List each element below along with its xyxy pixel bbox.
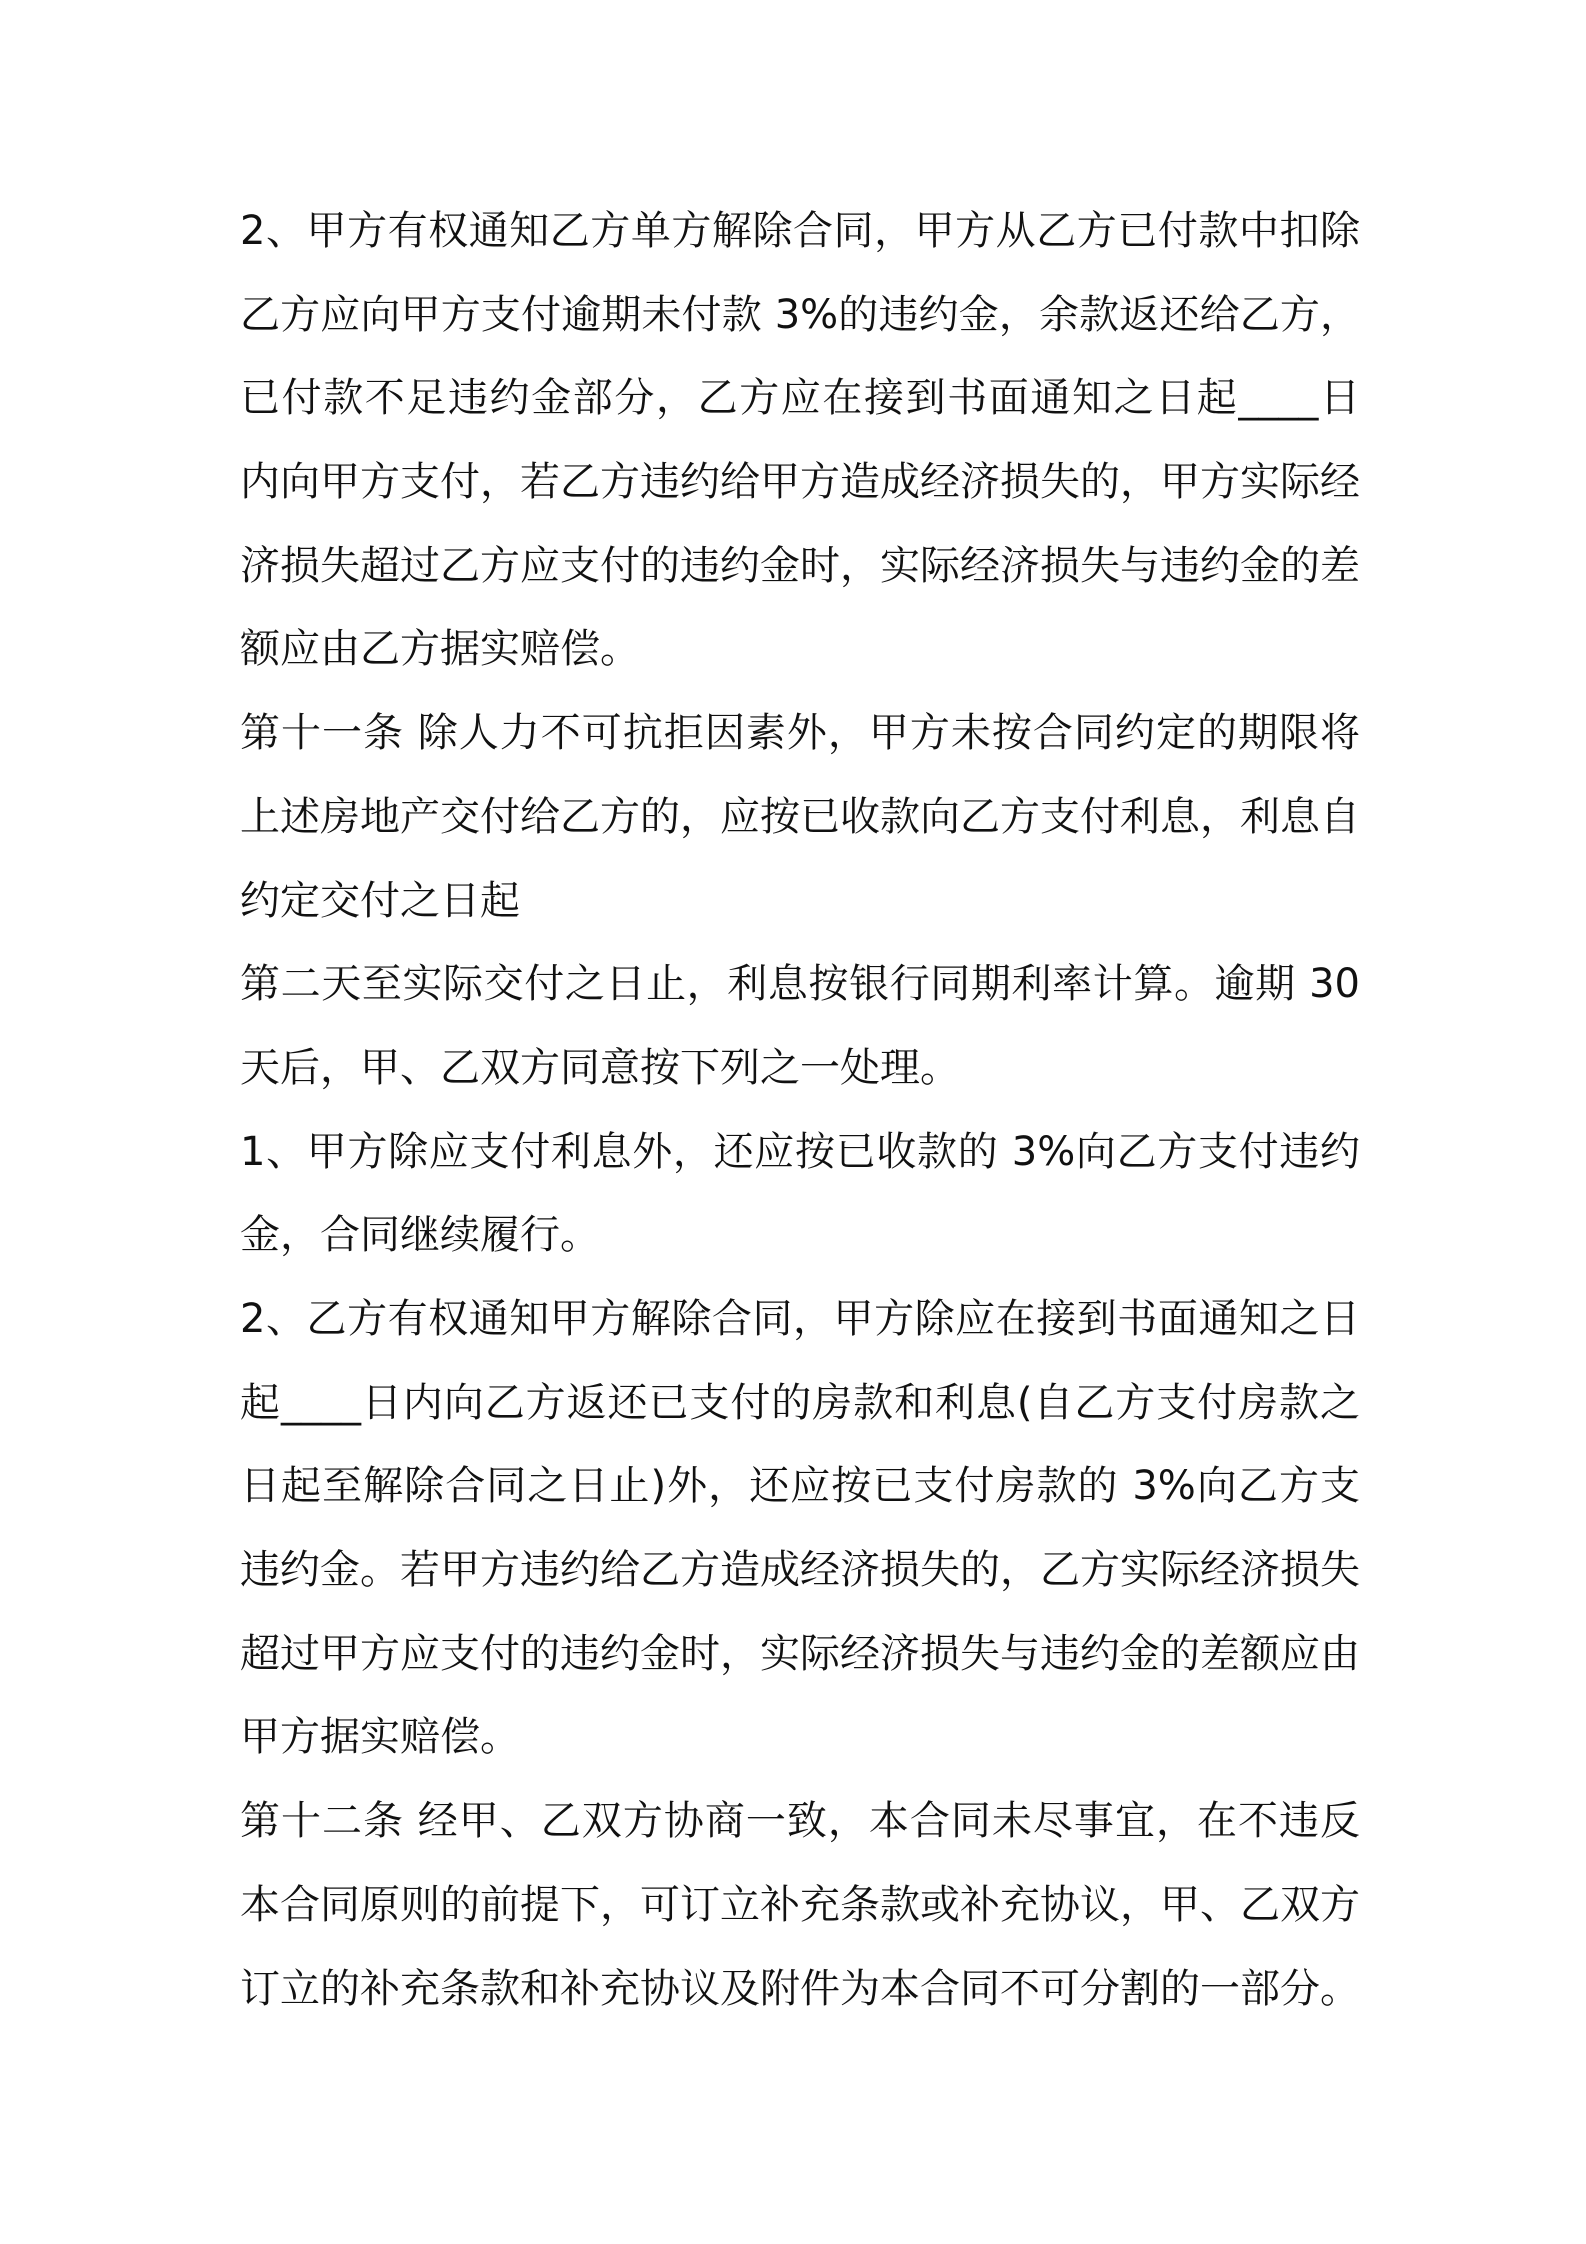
text-line: 订立的补充条款和补充协议及附件为本合同不可分割的一部分。 (240, 1965, 1360, 2012)
text-line: 第十二条 经甲、乙双方协商一致，本合同未尽事宜，在不违反 (240, 1798, 1360, 1845)
text-line: 违约金。若甲方违约给乙方造成经济损失的，乙方实际经济损失 (240, 1547, 1360, 1594)
text-line: 约定交付之日起 (240, 877, 520, 924)
text-line: 天后，甲、乙双方同意按下列之一处理。 (240, 1044, 960, 1091)
text-line: 第十一条 除人力不可抗拒因素外，甲方未按合同约定的期限将 (240, 710, 1360, 757)
text-line: 甲方据实赔偿。 (240, 1714, 520, 1761)
text-line: 第二天至实际交付之日止，利息按银行同期利率计算。逾期 30 (240, 961, 1360, 1008)
text-line: 上述房地产交付给乙方的，应按已收款向乙方支付利息，利息自 (240, 793, 1360, 840)
text-line: 1、甲方除应支付利息外，还应按已收款的 3%向乙方支付违约 (240, 1128, 1360, 1175)
text-line: 本合同原则的前提下，可订立补充条款或补充协议，甲、乙双方 (240, 1881, 1360, 1928)
text-line: 起____日内向乙方返还已支付的房款和利息(自乙方支付房款之 (240, 1379, 1360, 1426)
text-line: 济损失超过乙方应支付的违约金时，实际经济损失与违约金的差 (240, 542, 1360, 589)
text-line: 2、乙方有权通知甲方解除合同，甲方除应在接到书面通知之日 (240, 1296, 1360, 1342)
text-line: 乙方应向甲方支付逾期未付款 3%的违约金，余款返还给乙方， (240, 291, 1360, 338)
text-line: 金，合同继续履行。 (240, 1212, 600, 1259)
text-line: 额应由乙方据实赔偿。 (240, 626, 640, 673)
text-line: 日起至解除合同之日止)外，还应按已支付房款的 3%向乙方支 (240, 1463, 1360, 1510)
text-line: 2、甲方有权通知乙方单方解除合同，甲方从乙方已付款中扣除 (240, 208, 1360, 254)
document-body (240, 190, 1360, 2031)
text-line: 超过甲方应支付的违约金时，实际经济损失与违约金的差额应由 (240, 1630, 1360, 1677)
text-line: 已付款不足违约金部分，乙方应在接到书面通知之日起____日 (240, 375, 1360, 422)
text-line: 内向甲方支付，若乙方违约给甲方造成经济损失的，甲方实际经 (240, 459, 1360, 506)
